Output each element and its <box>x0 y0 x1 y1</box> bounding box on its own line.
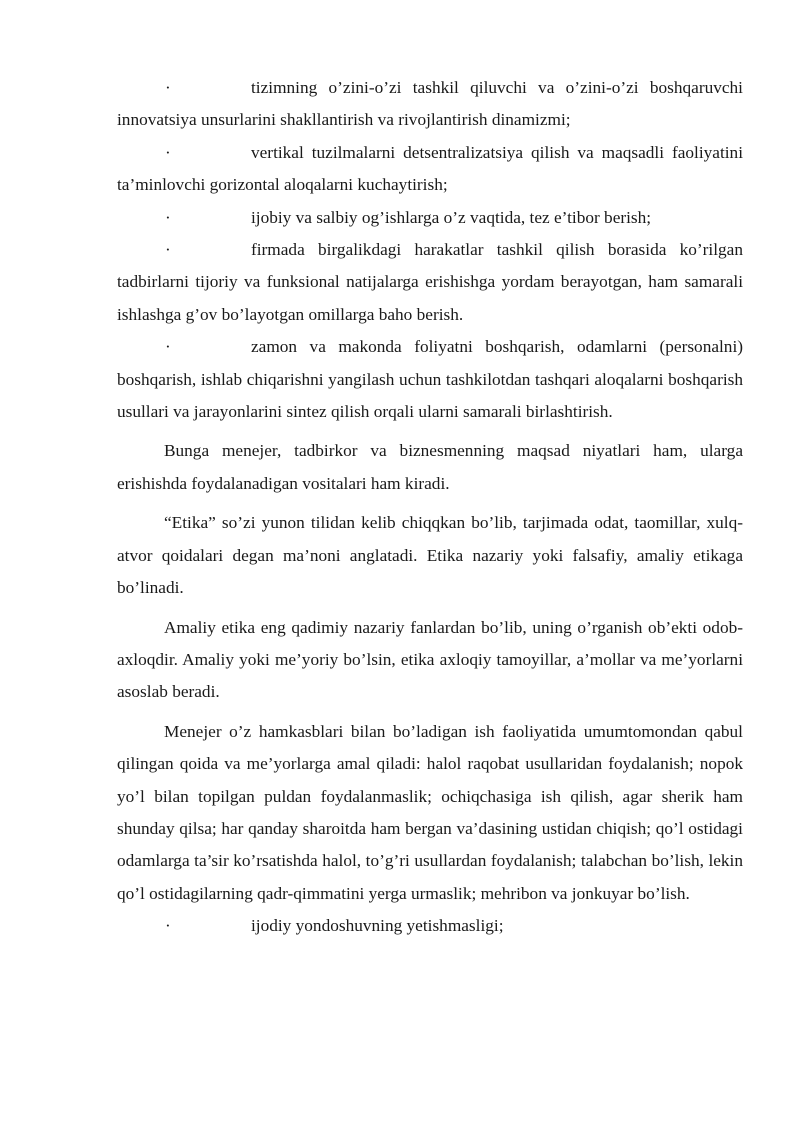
list-item-text: ijobiy va salbiy og’ishlarga o’z vaqtida, tez e’tibor berish; <box>251 207 652 227</box>
list-item-text: ijodiy yondoshuvning yetishmasligi; <box>251 916 504 936</box>
document-page <box>117 72 743 943</box>
list-item-text: zamon va makonda foliyatni boshqarish, odamlarni (personalni) boshqarish, ishlab chiqarishni yangilash uchun tashkilotdan tashqari aloqalarni boshqarish usullari va jarayonlarini sintez qilish orqali ularni samarali birlashtirish. <box>117 337 743 422</box>
bullet-dot: · <box>165 78 171 97</box>
paragraph: Bunga menejer, tadbirkor va biznesmenning maqsad niyatlari ham, ularga erishishda foydalanadigan vositalari ham kiradi. <box>117 441 743 493</box>
list-item <box>117 202 743 234</box>
list-item <box>117 910 743 942</box>
bullet-dot: · <box>165 240 171 260</box>
list-item-text: firmada birgalikdagi harakatlar tashkil qilish borasida ko’rilgan tadbirlarni tijoriy va funksional natijalarga erishishga yordam berayotgan, ham samarali ishlashga g’ov bo’layotgan omillarga baho berish. <box>117 240 743 324</box>
paragraph: Amaliy etika eng qadimiy nazariy fanlardan bo’lib, uning o’rganish ob’ekti odob-axloqdir. Amaliy yoki me’yoriy bo’lsin, etika axloqiy tamoyillar, a’mollar va me’yorlarni asoslab beradi. <box>117 617 743 702</box>
bullet-dot: · <box>165 142 171 162</box>
list-item <box>117 72 743 137</box>
list-item <box>117 137 743 202</box>
paragraph: “Etika” so’zi yunon tilidan kelib chiqqkan bo’lib, tarjimada odat, taomillar, xulq-atvor qoidalari degan ma’noni anglatadi. Etika nazariy yoki falsafiy, amaliy etikaga bo’linadi. <box>117 513 743 598</box>
bullet-dot: · <box>165 207 171 227</box>
bullet-dot: · <box>165 916 171 936</box>
list-item <box>117 331 743 428</box>
list-item-text: vertikal tuzilmalarni detsentralizatsiya qilish va maqsadli faoliyatini ta’minlovchi gorizontal aloqalarni kuchaytirish; <box>117 142 743 195</box>
list-item <box>117 234 743 331</box>
paragraph: Menejer o’z hamkasblari bilan bo’ladigan ish faoliyatida umumtomondan qabul qilingan qoida va me’yorlarga amal qiladi: halol raqobat usullaridan foydalanish; nopok yo’l bilan topilgan puldan foydalanmaslik; ochiqchasiga ish qilish, agar sherik ham shunday qilsa; har qanday sharoitda ham bergan va’dasining ustidan chiqish; qo’l ostidagi odamlarga ta’sir ko’rsatishda halol, to’g’ri usullardan foydalanish; talabchan bo’lish, lekin qo’l ostidagilarning qadr-qimmatini yerga urmaslik; mehribon va jonkuyar bo’lish. <box>117 721 743 903</box>
list-item-text: tizimning o’zini-o’zi tashkil qiluvchi va o’zini-o’zi boshqaruvchi innovatsiya unsurlarini shakllantirish va rivojlantirish dinamizmi; <box>117 78 743 130</box>
bullet-dot: · <box>165 337 171 357</box>
